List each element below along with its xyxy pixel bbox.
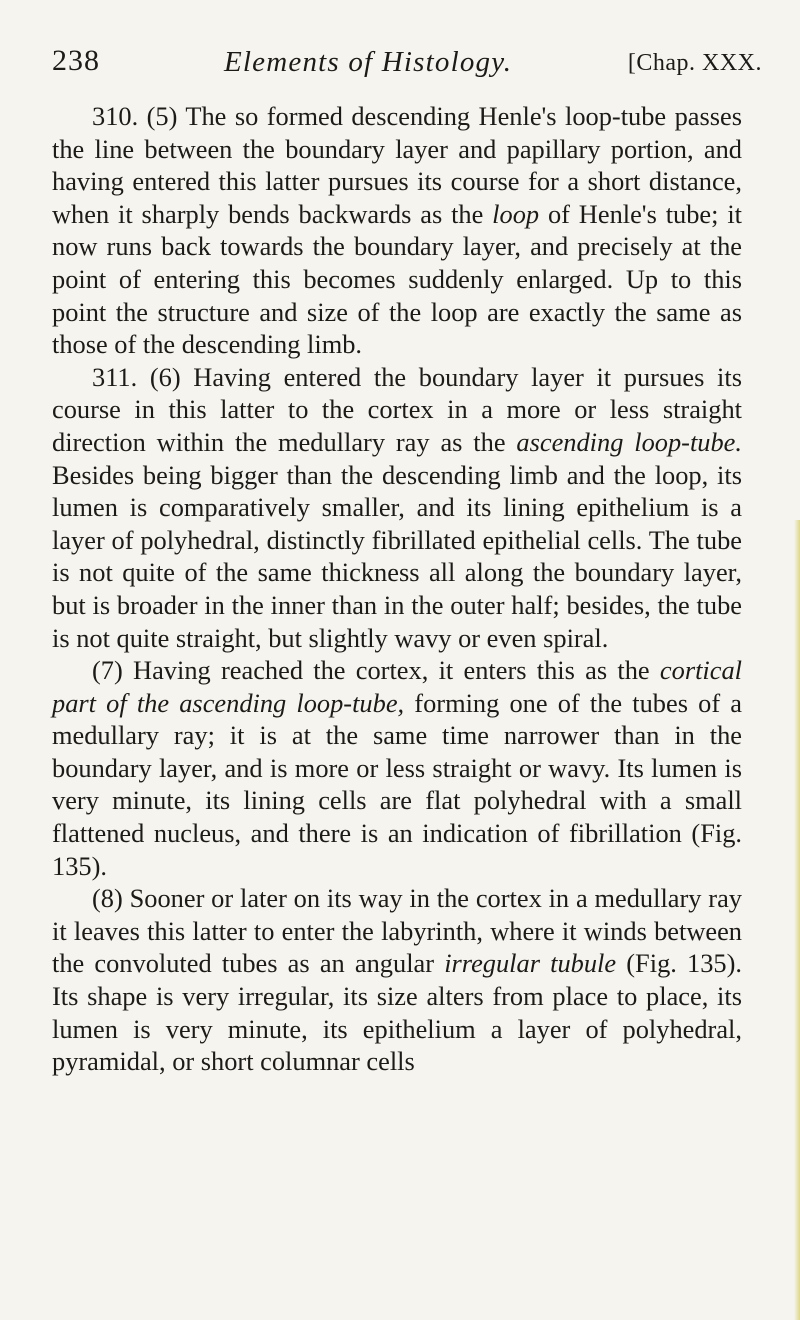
text-run: Besides being bigger than the descending limb and the loop, its lumen is comparatively smaller, and its lining epithelium is a layer of polyhedral, distinctly fibrillated epithelial cells. The tube is not quite of the same thickness all along the boundary layer, but is broader in the inner than in the outer half; besides, the tube is not quite straight, but slightly wavy or even spiral. (52, 459, 742, 653)
text-run: (8) Sooner or later on its way in the cortex in a medullary ray it leaves this latter to enter the labyrinth, where it winds between the convoluted tubes as an angular (52, 883, 742, 979)
paragraph-310 (52, 100, 742, 361)
paragraph-311 (52, 361, 742, 654)
running-title: Elements of Histology. (224, 46, 513, 78)
paragraph-8 (52, 882, 742, 1078)
text-run: (Fig. 135). Its shape is very irregular, its size alters from place to place, its lumen is very minute, its epithelium a layer of polyhedral, pyramidal, or short columnar cells (52, 948, 742, 1077)
paragraph-7 (52, 654, 742, 882)
text-run: of Henle's tube; it now runs back towards the boundary layer, and precisely at the point of entering this becomes suddenly enlarged. Up to this point the structure and size of the loop are exactly the same as those of the descending limb. (52, 198, 742, 360)
scan-edge-shadow (794, 520, 800, 1320)
italic-term: ascending loop-tube. (516, 426, 742, 457)
text-run: forming one of the tubes of a medullary ray; it is at the same time narrower than in the boundary layer, and is more or less straight or wavy. Its lumen is very minute, its lining cells are flat polyhedral with a small flattened nucleus, and there is an indication of fibrillation (Fig. 135). (52, 687, 742, 881)
text-run: 310. (5) The so formed descending Henle's loop-tube passes the line between the boundary layer and papillary portion, and having entered this latter pursues its course for a short distance, when it sharply bends backwards as the (52, 101, 742, 229)
text-run: 311. (6) Having entered the boundary layer it pursues its course in this latter to the cortex in a more or less straight direction within the medullary ray as the (52, 361, 742, 457)
italic-term: loop (492, 198, 540, 229)
body-text (52, 100, 742, 1078)
text-run: (7) Having reached the cortex, it enters this as the (92, 655, 660, 686)
page-number: 238 (52, 44, 100, 77)
italic-term: irregular tubule (444, 948, 617, 979)
page-header (52, 40, 762, 90)
chapter-label: [Chap. XXX. (627, 50, 762, 76)
italic-term: cortical part of the ascending loop-tube, (52, 655, 742, 718)
